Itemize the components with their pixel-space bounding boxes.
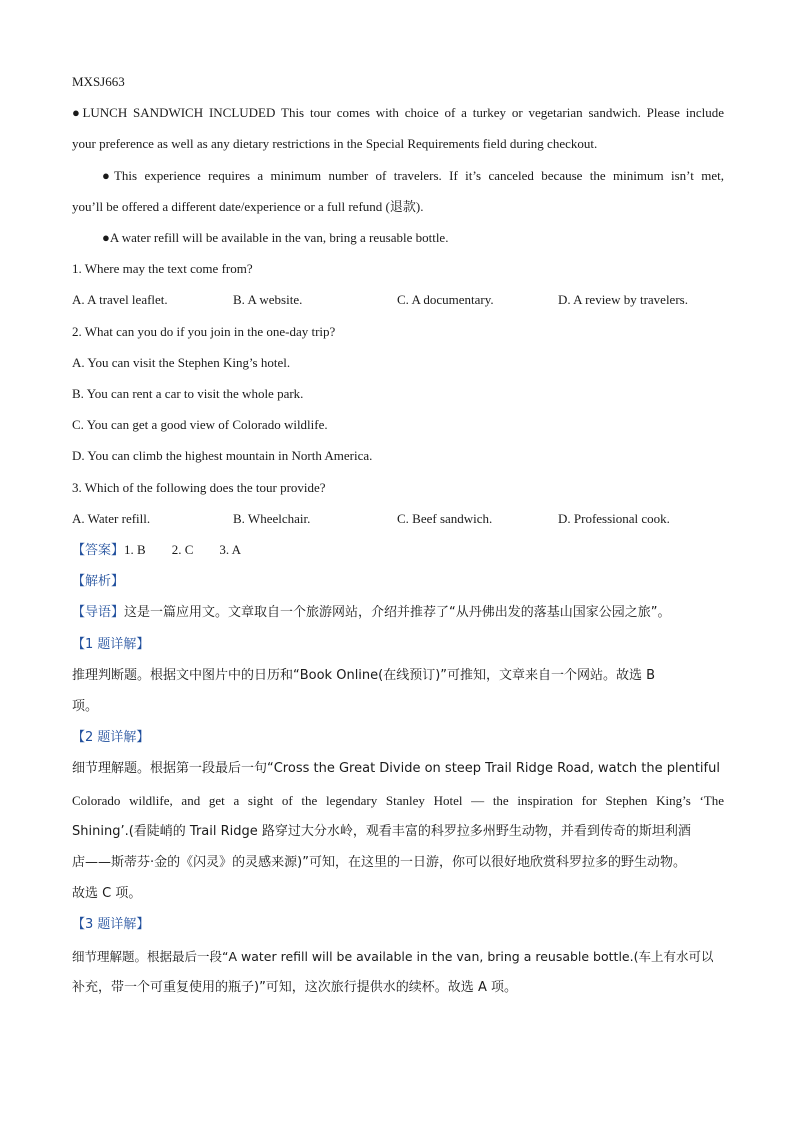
q1-option-d: D. A review by travelers. (558, 292, 688, 308)
answer-label: 【答案】 (72, 543, 125, 559)
detail-1-line-1: 推理判断题。根据文中图片中的日历和“Book Online(在线预订)”可推知，文章来自一个网站。故选 B (72, 667, 656, 683)
detail-1-line-2: 项。 (72, 699, 99, 715)
paragraph-minimum-line-1: ●This experience requires a minimum number of travelers. If it’s canceled because the minimum isn’t met, (102, 167, 724, 183)
detail-1-label: 【1 题详解】 (72, 636, 150, 652)
detail-3-line-1: 细节理解题。根据最后一段“A water refill will be available in the van, bring a reusable bottle.(车上有水可以 (72, 948, 714, 964)
detail-3-line-2: 补充，带一个可重复使用的瓶子)”可知，这次旅行提供水的续杯。故选 A 项。 (72, 979, 517, 995)
q3-option-c: C. Beef sandwich. (397, 510, 493, 526)
q1-option-a: A. A travel leaflet. (72, 292, 168, 308)
guide-row (72, 597, 724, 628)
q3-option-d: D. Professional cook. (558, 510, 670, 526)
guide-label: 【导语】 (72, 605, 125, 621)
paragraph-water-line-1: ●A water refill will be available in the van, bring a reusable bottle. (102, 230, 449, 246)
detail-2-label: 【2 题详解】 (72, 730, 150, 746)
q3-option-a: A. Water refill. (72, 510, 151, 526)
question-3-options (72, 503, 724, 534)
q2-option-c: C. You can get a good view of Colorado wildlife. (72, 417, 328, 433)
answer-3: 3. A (219, 542, 242, 558)
document-page (72, 66, 724, 1003)
q3-option-b: B. Wheelchair. (233, 510, 311, 526)
question-3: 3. Which of the following does the tour provide? (72, 479, 326, 495)
question-1-options (72, 284, 724, 315)
guide-text: 这是一篇应用文。文章取自一个旅游网站，介绍并推荐了“从丹佛出发的落基山国家公园之旅”。 (124, 605, 671, 621)
question-2: 2. What can you do if you join in the one-day trip? (72, 323, 336, 339)
question-1: 1. Where may the text come from? (72, 261, 253, 277)
detail-2-line-2: Colorado wildlife, and get a sight of the legendary Stanley Hotel — the inspiration for Stephen King’s ‘The (72, 792, 724, 808)
q2-option-a: A. You can visit the Stephen King’s hotel. (72, 354, 291, 370)
q2-option-b: B. You can rent a car to visit the whole park. (72, 386, 304, 402)
detail-2-line-3: Shining’.(看陡峭的 Trail Ridge 路穿过大分水岭，观看丰富的科罗拉多州野生动物，并看到传奇的斯坦利酒 (72, 823, 691, 839)
detail-3-label: 【3 题详解】 (72, 917, 150, 933)
paragraph-lunch-line-2: your preference as well as any dietary restrictions in the Special Requirements field during checkout. (72, 136, 598, 152)
answer-2: 2. C (171, 542, 194, 558)
doc-code: MXSJ663 (72, 74, 125, 89)
detail-2-line-4: 店——斯蒂芬·金的《闪灵》的灵感来源)”可知，在这里的一日游，你可以很好地欣赏科罗拉多的野生动物。 (72, 855, 686, 871)
q1-option-b: B. A website. (233, 292, 303, 308)
answer-1: 1. B (124, 542, 146, 558)
paragraph-lunch-line-1: ●LUNCH SANDWICH INCLUDED This tour comes with choice of a turkey or vegetarian sandwich. Please include (72, 105, 724, 121)
q2-option-d: D. You can climb the highest mountain in North America. (72, 448, 373, 464)
analysis-label: 【解析】 (72, 574, 125, 590)
detail-2-line-1: 细节理解题。根据第一段最后一句“Cross the Great Divide on steep Trail Ridge Road, watch the plentiful (72, 761, 720, 777)
detail-2-line-5: 故选 C 项。 (72, 886, 142, 902)
paragraph-minimum-line-2: you’ll be offered a different date/experience or a full refund (退款). (72, 198, 424, 214)
q1-option-c: C. A documentary. (397, 292, 494, 308)
answer-row (72, 534, 724, 566)
